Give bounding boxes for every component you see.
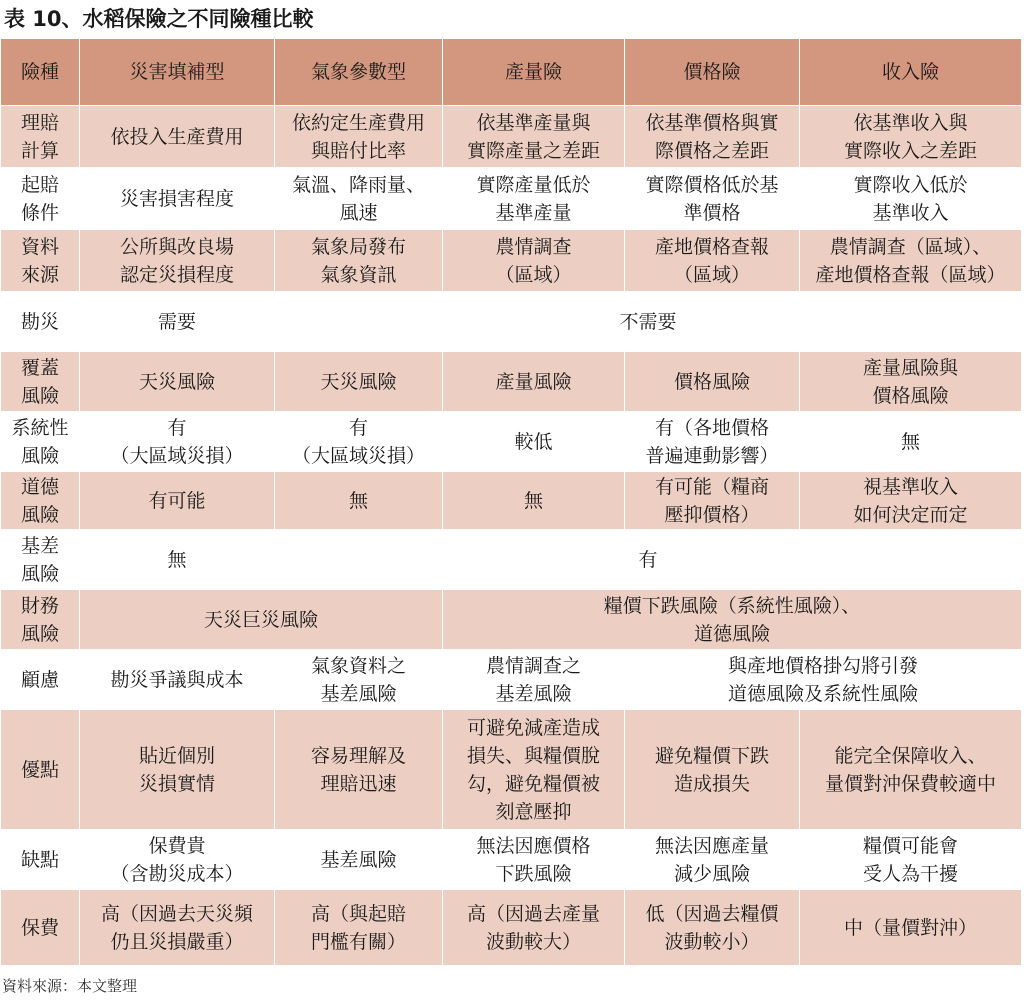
cell-text-line: 天災巨災風險	[203, 608, 318, 631]
cell-text-line: 農情調查（區域）、	[829, 235, 992, 258]
cell-text-line: 下跌風險	[495, 862, 572, 885]
row-label-line: 財務	[20, 594, 59, 617]
cell-text-line: 勾，避免糧價被	[466, 772, 600, 795]
table-row	[1, 590, 1022, 650]
row-label-line: 風險	[20, 562, 59, 585]
table-row	[1, 168, 1022, 230]
cell-text-line: 實際收入之差距	[843, 139, 977, 162]
row-label-line: 風險	[20, 503, 59, 526]
cell-text-line: 有可能	[148, 489, 206, 512]
cell-text-line: 災損實情	[138, 772, 215, 795]
cell-text-line: （區域）	[673, 263, 750, 286]
cell-text-line: 農情調查	[495, 235, 572, 258]
cell-text-line: 有	[638, 548, 658, 571]
cell-text-line: 有（各地價格	[654, 416, 769, 439]
source-note: 資料來源：本文整理	[2, 977, 138, 995]
table-cell	[275, 830, 443, 890]
table-cell	[80, 710, 275, 830]
column-header: 產量險	[443, 39, 625, 106]
row-label-line: 風險	[20, 384, 59, 407]
table-cell	[80, 472, 275, 530]
column-header: 收入險	[800, 39, 1022, 106]
cell-text-line: 無	[167, 548, 187, 571]
table-cell	[800, 352, 1022, 412]
row-label-line: 道德	[20, 475, 59, 498]
table-row	[1, 650, 1022, 710]
table-cell	[80, 412, 275, 472]
cell-text-line: 產量風險	[495, 370, 572, 393]
table-cell	[443, 352, 625, 412]
table-cell	[443, 590, 1022, 650]
cell-text-line: 視基準收入	[862, 475, 958, 498]
cell-text-line: 災害損害程度	[119, 187, 234, 210]
cell-text-line: 價格風險	[872, 384, 949, 407]
column-header: 災害填補型	[80, 39, 275, 106]
table-cell	[625, 890, 800, 966]
cell-text-line: 中（量價對沖）	[843, 916, 977, 939]
table-row	[1, 890, 1022, 966]
table-cell	[443, 890, 625, 966]
row-label-line: 缺點	[20, 848, 59, 871]
table-cell	[275, 230, 443, 292]
cell-text-line: 刻意壓抑	[495, 800, 572, 823]
cell-text-line: 有	[348, 416, 368, 439]
cell-text-line: 受人為干擾	[862, 862, 958, 885]
cell-text-line: 保費貴	[148, 834, 206, 857]
table-row	[1, 472, 1022, 530]
table-cell	[443, 830, 625, 890]
table-cell	[800, 890, 1022, 966]
table-cell	[443, 472, 625, 530]
cell-text-line: 有	[167, 416, 187, 439]
table-cell	[275, 890, 443, 966]
table-cell	[800, 830, 1022, 890]
cell-text-line: 實際價格低於基	[645, 173, 779, 196]
table-cell	[443, 710, 625, 830]
cell-text-line: （大區域災損）	[291, 444, 425, 467]
cell-text-line: 高（因過去天災頻	[100, 902, 253, 925]
table-cell	[275, 710, 443, 830]
row-label-line: 理賠	[20, 111, 59, 134]
cell-text-line: 產地價格查報	[654, 235, 769, 258]
cell-text-line: 能完全保障收入、	[834, 744, 987, 767]
table-cell	[80, 890, 275, 966]
table-cell	[80, 230, 275, 292]
table-cell	[275, 168, 443, 230]
cell-text-line: 與產地價格掛勾將引發	[727, 654, 918, 677]
row-label	[1, 830, 80, 890]
row-label	[1, 472, 80, 530]
cell-text-line: 門檻有關）	[310, 930, 406, 953]
cell-text-line: 價格風險	[673, 370, 750, 393]
table-cell	[625, 650, 1022, 710]
table-cell	[80, 830, 275, 890]
cell-text-line: 天災風險	[320, 370, 397, 393]
table-cell	[800, 230, 1022, 292]
table-row	[1, 710, 1022, 830]
cell-text-line: 依基準產量與	[476, 111, 591, 134]
table-row	[1, 412, 1022, 472]
cell-text-line: 不需要	[619, 310, 677, 333]
row-label-line: 保費	[20, 916, 59, 939]
cell-text-line: 產地價格查報（區域）	[815, 263, 1006, 286]
cell-text-line: 實際產量低於	[476, 173, 591, 196]
cell-text-line: 無	[900, 430, 920, 453]
cell-text-line: 農情調查之	[485, 654, 581, 677]
cell-text-line: 無法因應產量	[654, 834, 769, 857]
table-cell	[80, 530, 275, 590]
cell-text-line: 與賠付比率	[310, 139, 406, 162]
table-cell	[80, 650, 275, 710]
cell-text-line: 基準產量	[495, 201, 572, 224]
row-label-line: 勘災	[20, 310, 59, 333]
cell-text-line: （含勘災成本）	[110, 862, 244, 885]
table-cell	[443, 106, 625, 168]
row-label	[1, 412, 80, 472]
row-label-line: 資料	[20, 235, 59, 258]
table-cell	[625, 472, 800, 530]
cell-text-line: 依約定生產費用	[291, 111, 425, 134]
row-label	[1, 590, 80, 650]
table-cell	[625, 106, 800, 168]
cell-text-line: 糧價可能會	[862, 834, 958, 857]
cell-text-line: 如何決定而定	[853, 503, 968, 526]
cell-text-line: 量價對沖保費較適中	[824, 772, 996, 795]
table-cell	[800, 472, 1022, 530]
cell-text-line: 依基準價格與實	[645, 111, 779, 134]
table-cell	[80, 106, 275, 168]
cell-text-line: （大區域災損）	[110, 444, 244, 467]
row-label	[1, 710, 80, 830]
row-label-line: 覆蓋	[20, 356, 59, 379]
row-label-line: 風險	[20, 444, 59, 467]
cell-text-line: 基差風險	[495, 682, 572, 705]
cell-text-line: 無	[523, 489, 543, 512]
table-cell	[443, 650, 625, 710]
table-cell	[625, 710, 800, 830]
page-title: 表 10、水稻保險之不同險種比較	[4, 7, 314, 31]
cell-text-line: 貼近個別	[138, 744, 215, 767]
cell-text-line: 產量風險與	[862, 356, 958, 379]
cell-text-line: 道德風險	[693, 622, 770, 645]
cell-text-line: 基差風險	[320, 682, 397, 705]
row-label-line: 來源	[20, 263, 59, 286]
cell-text-line: 準價格	[683, 201, 741, 224]
table-body	[1, 106, 1022, 966]
row-label-line: 風險	[20, 622, 59, 645]
cell-text-line: 避免糧價下跌	[654, 744, 769, 767]
cell-text-line: 高（因過去產量	[466, 902, 600, 925]
row-label	[1, 530, 80, 590]
table-cell	[275, 106, 443, 168]
row-label	[1, 230, 80, 292]
cell-text-line: 氣象資料之	[310, 654, 406, 677]
table-cell	[625, 168, 800, 230]
table-cell	[275, 292, 1022, 352]
cell-text-line: 無	[348, 489, 368, 512]
row-label	[1, 890, 80, 966]
row-label-line: 顧慮	[20, 668, 59, 691]
table-cell	[80, 292, 275, 352]
cell-text-line: 氣溫、降雨量、	[291, 173, 425, 196]
row-label-line: 基差	[20, 534, 59, 557]
cell-text-line: 基差風險	[320, 848, 397, 871]
cell-text-line: 勘災爭議與成本	[110, 668, 244, 691]
table-cell	[800, 710, 1022, 830]
table-cell	[800, 106, 1022, 168]
table-cell	[275, 530, 1022, 590]
table-cell	[625, 830, 800, 890]
cell-text-line: 仍且災損嚴重）	[110, 930, 244, 953]
cell-text-line: 壓抑價格）	[664, 503, 760, 526]
cell-text-line: 依投入生產費用	[110, 125, 244, 148]
table-cell	[80, 352, 275, 412]
cell-text-line: 際價格之差距	[654, 139, 769, 162]
cell-text-line: 依基準收入與	[853, 111, 968, 134]
table-row	[1, 530, 1022, 590]
column-header: 氣象參數型	[275, 39, 443, 106]
cell-text-line: 氣象局發布	[310, 235, 406, 258]
cell-text-line: 氣象資訊	[320, 263, 397, 286]
cell-text-line: 波動較小）	[664, 930, 760, 953]
cell-text-line: 實際收入低於	[853, 173, 968, 196]
table-row	[1, 230, 1022, 292]
cell-text-line: 減少風險	[673, 862, 750, 885]
table-cell	[443, 412, 625, 472]
cell-text-line: 有可能（糧商	[654, 475, 769, 498]
row-label	[1, 168, 80, 230]
cell-text-line: 容易理解及	[310, 744, 406, 767]
table-header-row	[1, 39, 1022, 106]
cell-text-line: 實際產量之差距	[466, 139, 600, 162]
table-cell	[275, 650, 443, 710]
table-cell	[275, 352, 443, 412]
row-label-line: 條件	[20, 201, 59, 224]
table-row	[1, 292, 1022, 352]
table-cell	[625, 412, 800, 472]
cell-text-line: 需要	[157, 310, 196, 333]
row-label	[1, 352, 80, 412]
table-cell	[800, 168, 1022, 230]
table-cell	[443, 168, 625, 230]
cell-text-line: 造成損失	[673, 772, 750, 795]
column-header: 險種	[1, 39, 80, 106]
table-cell	[80, 590, 443, 650]
row-label	[1, 292, 80, 352]
table-row	[1, 830, 1022, 890]
row-label-line: 優點	[20, 758, 59, 781]
cell-text-line: 天災風險	[138, 370, 215, 393]
table-cell	[275, 412, 443, 472]
cell-text-line: 理賠迅速	[320, 772, 397, 795]
cell-text-line: 道德風險及系統性風險	[727, 682, 918, 705]
cell-text-line: 基準收入	[872, 201, 949, 224]
table-cell	[625, 230, 800, 292]
cell-text-line: 無法因應價格	[476, 834, 591, 857]
table-cell	[443, 230, 625, 292]
row-label	[1, 650, 80, 710]
table-cell	[625, 352, 800, 412]
row-label-line: 計算	[20, 139, 59, 162]
cell-text-line: 風速	[339, 201, 378, 224]
cell-text-line: 公所與改良場	[119, 235, 234, 258]
cell-text-line: （區域）	[495, 263, 572, 286]
cell-text-line: 高（與起賠	[310, 902, 406, 925]
row-label-line: 起賠	[20, 173, 59, 196]
cell-text-line: 低（因過去糧價	[645, 902, 779, 925]
row-label	[1, 106, 80, 168]
table-cell	[275, 472, 443, 530]
cell-text-line: 普遍連動影響）	[645, 444, 779, 467]
cell-text-line: 損失、與糧價脫	[466, 744, 600, 767]
cell-text-line: 認定災損程度	[119, 263, 234, 286]
row-label-line: 系統性	[11, 416, 69, 439]
cell-text-line: 波動較大）	[485, 930, 581, 953]
table-row	[1, 106, 1022, 168]
column-header: 價格險	[625, 39, 800, 106]
cell-text-line: 糧價下跌風險（系統性風險）、	[603, 594, 861, 617]
cell-text-line: 可避免減產造成	[466, 716, 600, 739]
comparison-table	[0, 38, 1022, 966]
table-row	[1, 352, 1022, 412]
cell-text-line: 較低	[514, 430, 553, 453]
table-cell	[80, 168, 275, 230]
table-cell	[800, 412, 1022, 472]
